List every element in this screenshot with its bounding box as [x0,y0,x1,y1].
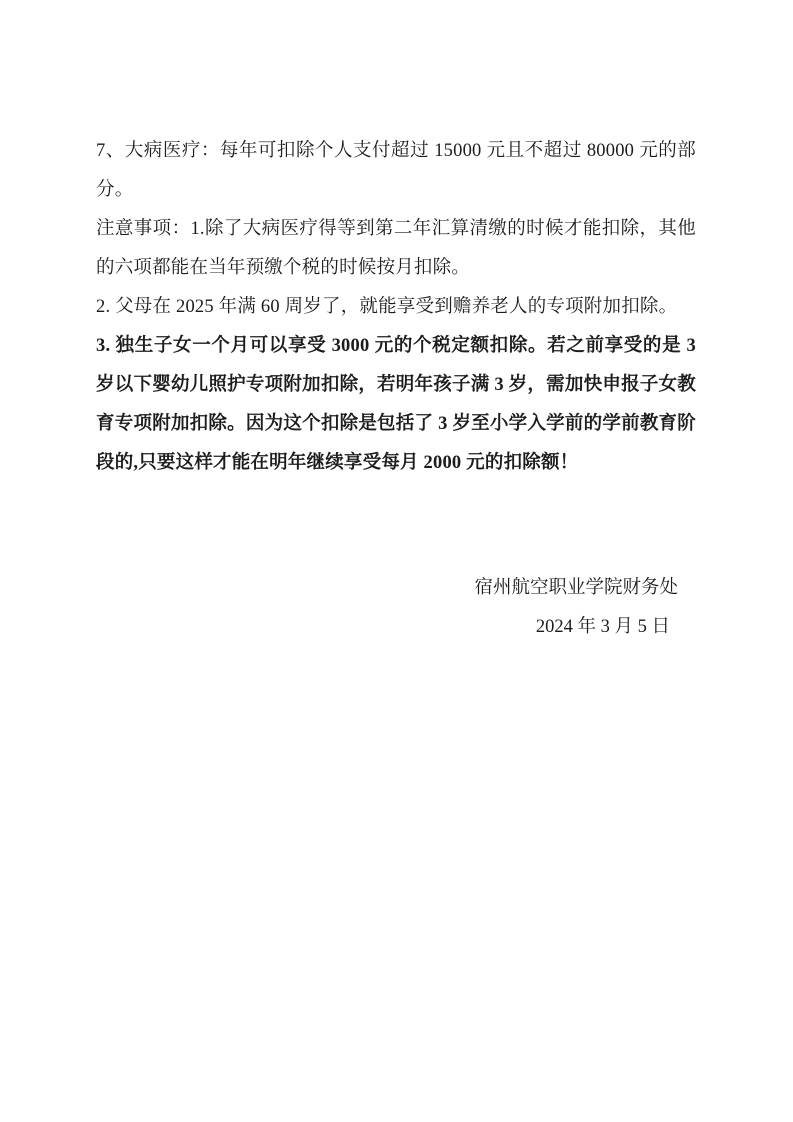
document-body [96,132,696,647]
signature-block [96,569,696,647]
signature-date: 2024 年 3 月 5 日 [535,617,670,637]
paragraph-notes-1: 注意事项：1.除了大病医疗得等到第二年汇算清缴的时候才能扣除，其他的六项都能在当年预缴个税的时候按月扣除。 [96,219,696,278]
signature-organization: 宿州航空职业学院财务处 [474,578,678,598]
paragraph-item-7: 7、大病医疗：每年可扣除个人支付超过 15000 元且不超过 80000 元的部分。 [96,141,696,200]
section-spacer [96,483,696,569]
paragraph-notes-2: 2. 父母在 2025 年满 60 周岁了，就能享受到赡养老人的专项附加扣除。 [96,297,678,317]
paragraph-notes-3: 3. 独生子女一个月可以享受 3000 元的个税定额扣除。若之前享受的是 3 岁以下婴幼儿照护专项附加扣除，若明年孩子满 3 岁，需加快申报子女教育专项附加扣除。因为这个扣除是包括了 3 岁至小学入学前的学前教育阶段的,只要这样才能在明年继续享受每月 2000 元的扣除额！ [96,336,696,473]
